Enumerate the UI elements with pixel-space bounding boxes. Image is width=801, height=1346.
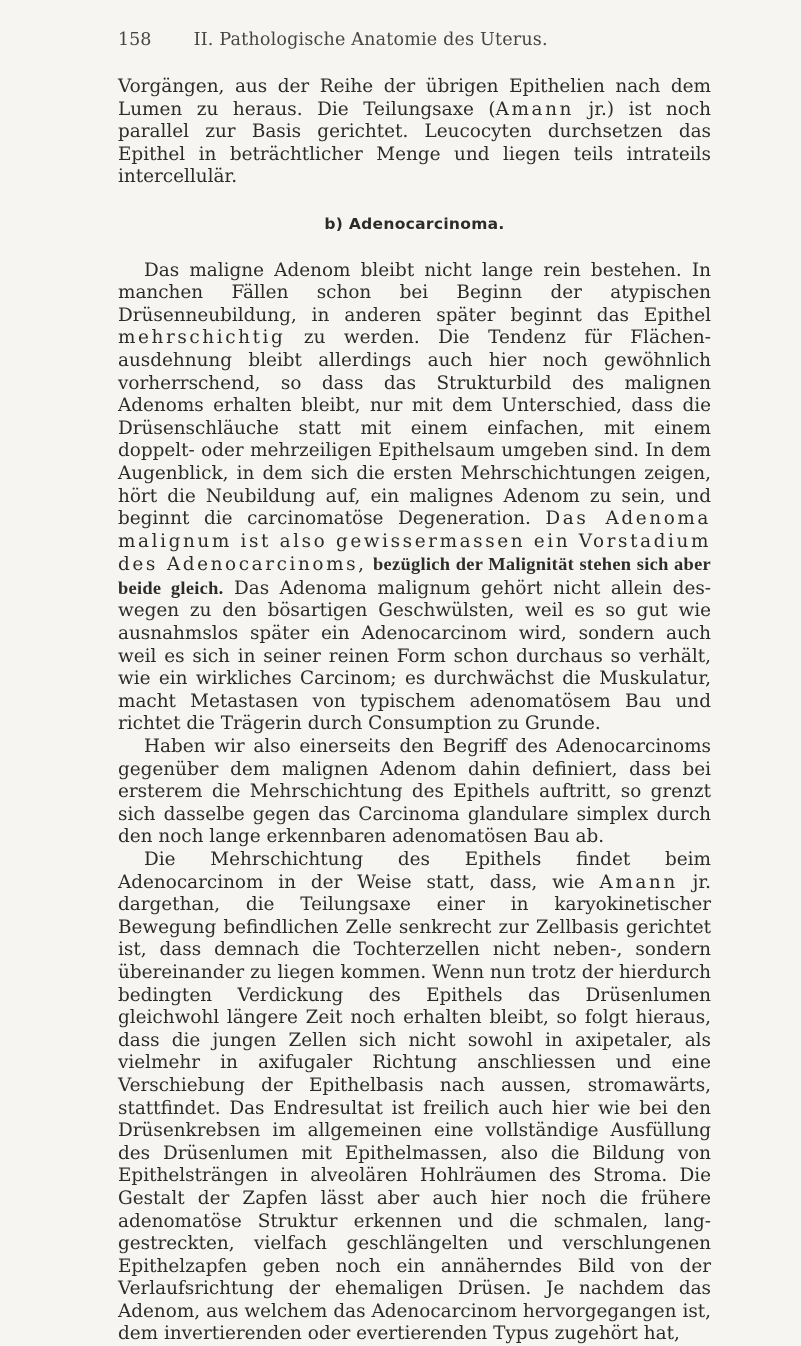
paragraph-continuation	[118, 76, 711, 189]
emphasis-spaced: mehrschichtig	[118, 327, 286, 349]
text-run: jr. dargethan, die Teilungsaxe einer in karyokinetischer Bewegung befindlichen Zelle senkrecht zur Zellbasis gerichtet ist, dass demnach die Tochterzellen nicht neben-, sondern übereinander zu liegen kommen. Wenn nun trotz der hierdurch bedingten Verdickung des Epithels das Drüsenlumen gleichwohl längere Zeit noch erhalten bleibt, so folgt hieraus, dass die jungen Zellen sich nicht sowohl in axipetaler, als vielmehr in axifugaler Richtung anschliessen und eine Verschiebung der Epithelbasis nach aussen, stromawärts, stattfindet. Das Endresultat ist freilich auch hier wie bei den Drüsenkrebsen im allgemeinen eine vollständige Ausfüllung des Drüsenlumen mit Epithelmassen, also die Bildung von Epithelsträngen in alveolären Hohlräumen des Stroma. Die Gestalt der Zapfen lässt aber auch hier noch die frühere adenomatöse Struktur erkennen und die schmalen, langgestreckten, vielfach geschlängelten und verschlungenen Epithelzapfen geben noch ein annäherndes Bild von der Verlaufsrichtung der ehemaligen Drüsen. Je nachdem das Adenom, aus welchem das Adenocarcinom hervorgegangen ist, dem invertierenden oder evertierenden Typus zugehört hat,	[118, 871, 711, 1345]
author-name: Amann	[599, 871, 678, 893]
text-run: jr.) ist noch parallel zur Basis gerichtet. Leucocyten durchsetzen das Epithel in beträchtlicher Menge und liegen teils intrateils intercellulär.	[118, 98, 711, 188]
page-number: 158	[118, 30, 152, 50]
paragraph: Haben wir also einerseits den Begriff des Adenocarcinoms gegenüber dem malignen Adenom dahin definiert, dass bei ersterem die Mehrschichtung des Epithels auftritt, so grenzt sich dasselbe gegen das Carcinoma glandulare simplex durch den noch lange erkennbaren adenomatösen Bau ab.	[118, 736, 711, 848]
text-run: Das maligne Adenom bleibt nicht lange rein bestehen. In manchen Fällen schon bei Beginn der atypischen Drüsenneubildung, in anderen später beginnt das Epithel	[118, 259, 711, 326]
author-name: Amann	[495, 98, 574, 120]
text-run: Die Mehrschichtung des Epithels findet beim Adenocarcinom in der Weise statt, dass, wie	[118, 849, 711, 893]
emphasis-bold: bezüglich der Malignität stehen sich aber beide gleich.	[118, 554, 711, 598]
section-heading: b) Adenocarcinoma.	[324, 214, 505, 233]
paragraph	[118, 849, 711, 1346]
text-run: Das Adenoma malignum gehört nicht allein deswegen zu den bösartigen Geschwülsten, weil es so gut wie ausnahmslos später ein Adenocarcinom wird, sondern auch weil es sich in seiner reinen Form schon durchaus so verhält, wie ein wirkliches Carcinom; es durchwächst die Muskulatur, macht Metastasen von typischem adenomatösem Bau und richtet die Trägerin durch Consumption zu Grunde.	[118, 577, 711, 735]
paragraph	[118, 260, 711, 736]
text-run: Vorgängen, aus der Reihe der übrigen Epithelien nach dem Lumen zu heraus. Die Teilungsaxe (	[118, 76, 711, 120]
emphasis-spaced: Das Adenoma malignum ist also gewissermassen ein Vorstadium des Adenocarcinoms,	[118, 508, 711, 576]
body-text	[118, 76, 711, 1346]
running-title: II. Pathologische Anatomie des Uterus.	[193, 30, 548, 50]
text-run: zu werden. Die Tendenz für Flächenausdehnung bleibt allerdings auch hier noch gewöhnlich vorherrschend, so dass das Strukturbild des malignen Adenoms erhalten bleibt, nur mit dem Unterschied, dass die Drüsenschläuche statt mit einem einfachen, mit einem doppelt- oder mehrzeiligen Epithelsaum umgeben sind. In dem Augenblick, in dem sich die ersten Mehrschichtungen zeigen, hört die Neubildung auf, ein malignes Adenom zu sein, und beginnt die carcinomatöse Degeneration.	[118, 327, 711, 530]
running-header	[118, 30, 711, 50]
